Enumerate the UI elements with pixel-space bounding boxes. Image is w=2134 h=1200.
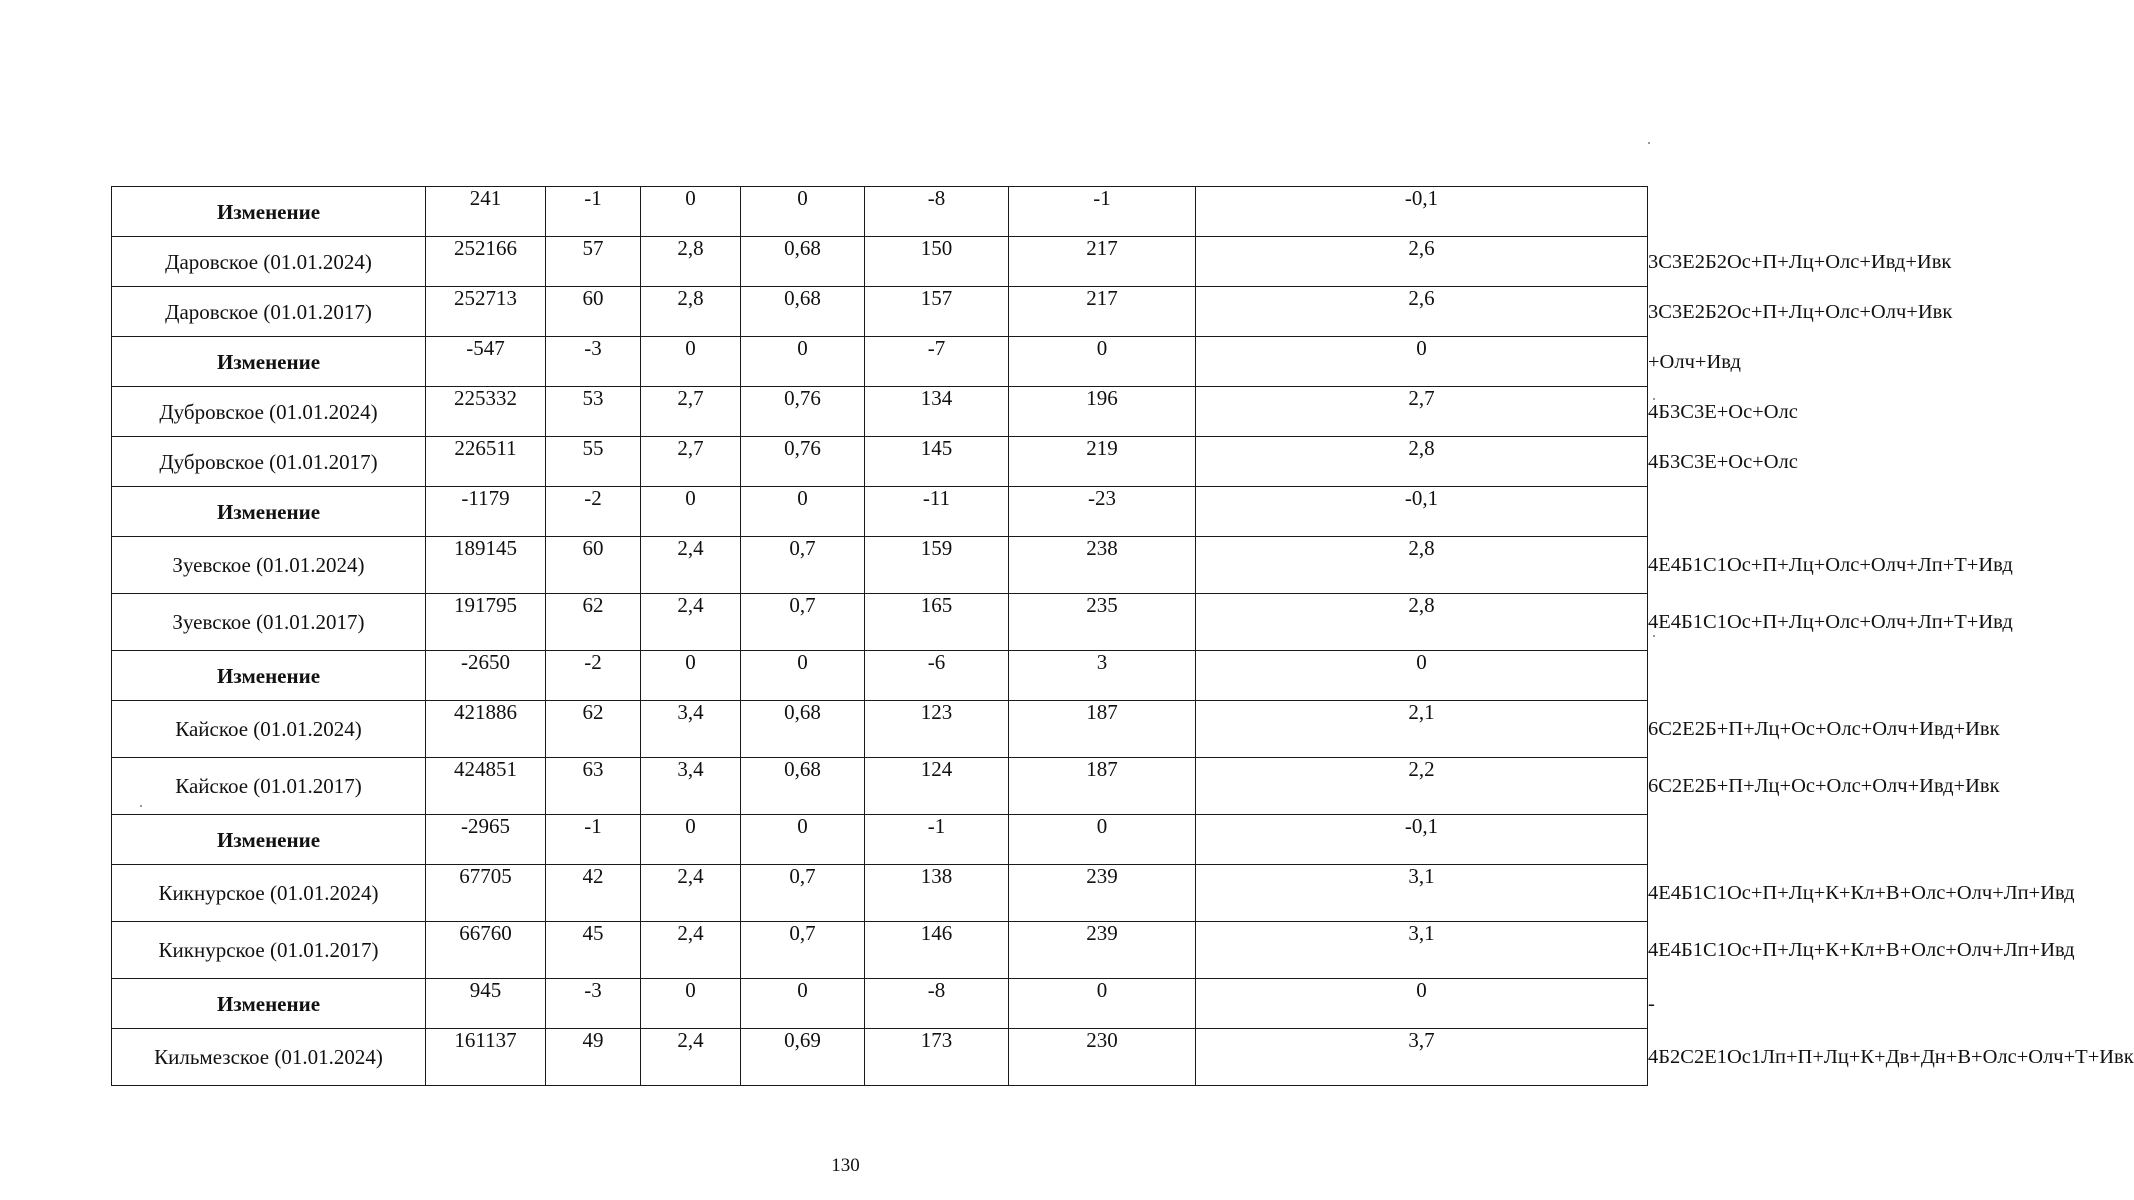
- value-cell: 2,7: [1196, 387, 1648, 437]
- value-cell: 196: [1009, 387, 1196, 437]
- value-cell: 173: [865, 1029, 1009, 1086]
- value-cell: 161137: [426, 1029, 546, 1086]
- value-cell: 189145: [426, 537, 546, 594]
- forestry-name-cell: Кайское (01.01.2017): [112, 758, 426, 815]
- value-cell: 2,4: [641, 594, 741, 651]
- scan-speck: [1653, 398, 1655, 400]
- value-cell: 134: [865, 387, 1009, 437]
- value-cell: 2,4: [641, 537, 741, 594]
- table-row: Даровское (01.01.2024) 252166 57 2,8 0,68 150 217 2,6 3С3Е2Б2Ос+П+Лц+Олс+Ивд+Ивк: [112, 237, 1648, 287]
- value-cell: 0: [641, 815, 741, 865]
- value-cell: 0,7: [741, 922, 865, 979]
- value-cell: 239: [1009, 865, 1196, 922]
- value-cell: -0,1: [1196, 187, 1648, 237]
- value-cell: 235: [1009, 594, 1196, 651]
- value-cell: 2,8: [1196, 537, 1648, 594]
- value-cell: 0,68: [741, 758, 865, 815]
- value-cell: 165: [865, 594, 1009, 651]
- change-label-cell: Изменение: [112, 979, 426, 1029]
- value-cell: 219: [1009, 437, 1196, 487]
- value-cell: 0: [741, 651, 865, 701]
- value-cell: 2,8: [641, 287, 741, 337]
- forestry-name-cell: Даровское (01.01.2017): [112, 287, 426, 337]
- value-cell: 146: [865, 922, 1009, 979]
- value-cell: 60: [546, 537, 641, 594]
- table-row: Кикнурское (01.01.2017) 66760 45 2,4 0,7 146 239 3,1 4Е4Б1С1Ос+П+Лц+К+Кл+В+Олс+Олч+Лп+Ивд: [112, 922, 1648, 979]
- forestry-name-cell: Кикнурское (01.01.2024): [112, 865, 426, 922]
- scan-speck: [140, 805, 142, 807]
- value-cell: 60: [546, 287, 641, 337]
- table-row: Дубровское (01.01.2017) 226511 55 2,7 0,76 145 219 2,8 4Б3С3Е+Ос+Олс: [112, 437, 1648, 487]
- value-cell: 67705: [426, 865, 546, 922]
- value-cell: 3,7: [1196, 1029, 1648, 1086]
- value-cell: 2,4: [641, 922, 741, 979]
- value-cell: 0: [1196, 337, 1648, 387]
- value-cell: 187: [1009, 701, 1196, 758]
- table-row: Даровское (01.01.2017) 252713 60 2,8 0,68 157 217 2,6 3С3Е2Б2Ос+П+Лц+Олс+Олч+Ивк: [112, 287, 1648, 337]
- table-row: Кайское (01.01.2024) 421886 62 3,4 0,68 123 187 2,1 6С2Е2Б+П+Лц+Ос+Олс+Олч+Ивд+Ивк: [112, 701, 1648, 758]
- table-row: Кикнурское (01.01.2024) 67705 42 2,4 0,7 138 239 3,1 4Е4Б1С1Ос+П+Лц+К+Кл+В+Олс+Олч+Лп+Ивд: [112, 865, 1648, 922]
- value-cell: 0: [741, 487, 865, 537]
- value-cell: 0: [641, 337, 741, 387]
- value-cell: -1: [546, 815, 641, 865]
- value-cell: 0,68: [741, 701, 865, 758]
- value-cell: 0: [741, 979, 865, 1029]
- value-cell: 2,4: [641, 865, 741, 922]
- value-cell: 62: [546, 594, 641, 651]
- value-cell: 252713: [426, 287, 546, 337]
- table-row: Кильмезское (01.01.2024) 161137 49 2,4 0,69 173 230 3,7 4Б2С2Е1Ос1Лп+П+Лц+К+Дв+Дн+В+Олс+Олч+Т+Ивк: [112, 1029, 1648, 1086]
- value-cell: -3: [546, 979, 641, 1029]
- value-cell: 150: [865, 237, 1009, 287]
- value-cell: 238: [1009, 537, 1196, 594]
- forestry-name-cell: Дубровское (01.01.2024): [112, 387, 426, 437]
- value-cell: 3,1: [1196, 865, 1648, 922]
- change-row: Изменение 945 -3 0 0 -8 0 0 -: [112, 979, 1648, 1029]
- forestry-name-cell: Зуевское (01.01.2024): [112, 537, 426, 594]
- value-cell: 157: [865, 287, 1009, 337]
- change-label-cell: Изменение: [112, 337, 426, 387]
- table-body: [112, 186, 2134, 1086]
- value-cell: 230: [1009, 1029, 1196, 1086]
- table-row: Кайское (01.01.2017) 424851 63 3,4 0,68 124 187 2,2 6С2Е2Б+П+Лц+Ос+Олс+Олч+Ивд+Ивк: [112, 758, 1648, 815]
- change-row: Изменение -547 -3 0 0 -7 0 0 +Олч+Ивд: [112, 337, 1648, 387]
- value-cell: -2650: [426, 651, 546, 701]
- value-cell: 3,4: [641, 758, 741, 815]
- table-row: Зуевское (01.01.2017) 191795 62 2,4 0,7 165 235 2,8 4Е4Б1С1Ос+П+Лц+Олс+Олч+Лп+Т+Ивд: [112, 594, 1648, 651]
- value-cell: 2,2: [1196, 758, 1648, 815]
- value-cell: 2,6: [1196, 237, 1648, 287]
- value-cell: 0: [1196, 651, 1648, 701]
- value-cell: 0: [641, 651, 741, 701]
- value-cell: -1179: [426, 487, 546, 537]
- table-row: Зуевское (01.01.2024) 189145 60 2,4 0,7 159 238 2,8 4Е4Б1С1Ос+П+Лц+Олс+Олч+Лп+Т+Ивд: [112, 537, 1648, 594]
- value-cell: -8: [865, 187, 1009, 237]
- value-cell: 2,8: [1196, 437, 1648, 487]
- value-cell: -7: [865, 337, 1009, 387]
- value-cell: -11: [865, 487, 1009, 537]
- forestry-name-cell: Кайское (01.01.2024): [112, 701, 426, 758]
- value-cell: 187: [1009, 758, 1196, 815]
- value-cell: 42: [546, 865, 641, 922]
- change-row: [112, 187, 1648, 237]
- value-cell: 2,1: [1196, 701, 1648, 758]
- value-cell: -3: [546, 337, 641, 387]
- value-cell: -0,1: [1196, 815, 1648, 865]
- forestry-name-cell: Кильмезское (01.01.2024): [112, 1029, 426, 1086]
- value-cell: 0,7: [741, 537, 865, 594]
- value-cell: 2,6: [1196, 287, 1648, 337]
- value-cell: -2: [546, 651, 641, 701]
- value-cell: 145: [865, 437, 1009, 487]
- value-cell: -1: [865, 815, 1009, 865]
- forestry-name-cell: Зуевское (01.01.2017): [112, 594, 426, 651]
- value-cell: 0: [741, 187, 865, 237]
- change-row: [112, 651, 1648, 701]
- value-cell: 2,8: [1196, 594, 1648, 651]
- value-cell: 123: [865, 701, 1009, 758]
- value-cell: 124: [865, 758, 1009, 815]
- change-label-cell: Изменение: [112, 651, 426, 701]
- value-cell: 945: [426, 979, 546, 1029]
- change-label-cell: Изменение: [112, 487, 426, 537]
- forestry-name-cell: Дубровское (01.01.2017): [112, 437, 426, 487]
- page-number: 130: [831, 1155, 860, 1176]
- value-cell: 421886: [426, 701, 546, 758]
- value-cell: 0,7: [741, 865, 865, 922]
- value-cell: 49: [546, 1029, 641, 1086]
- value-cell: 0,76: [741, 437, 865, 487]
- value-cell: 63: [546, 758, 641, 815]
- forest-fund-table: [111, 186, 2134, 1086]
- value-cell: -0,1: [1196, 487, 1648, 537]
- value-cell: 2,7: [641, 437, 741, 487]
- value-cell: 0,7: [741, 594, 865, 651]
- change-label-cell: Изменение: [112, 815, 426, 865]
- value-cell: -1: [546, 187, 641, 237]
- value-cell: 0,76: [741, 387, 865, 437]
- value-cell: 217: [1009, 237, 1196, 287]
- value-cell: 0: [641, 979, 741, 1029]
- value-cell: 239: [1009, 922, 1196, 979]
- value-cell: 191795: [426, 594, 546, 651]
- change-row: [112, 487, 1648, 537]
- value-cell: 2,4: [641, 1029, 741, 1086]
- value-cell: 62: [546, 701, 641, 758]
- value-cell: 252166: [426, 237, 546, 287]
- value-cell: -2965: [426, 815, 546, 865]
- value-cell: 3,4: [641, 701, 741, 758]
- value-cell: -2: [546, 487, 641, 537]
- value-cell: 0: [741, 815, 865, 865]
- value-cell: 57: [546, 237, 641, 287]
- value-cell: 241: [426, 187, 546, 237]
- value-cell: 53: [546, 387, 641, 437]
- forestry-name-cell: Даровское (01.01.2024): [112, 237, 426, 287]
- value-cell: 138: [865, 865, 1009, 922]
- value-cell: -23: [1009, 487, 1196, 537]
- value-cell: 0: [1009, 815, 1196, 865]
- value-cell: 66760: [426, 922, 546, 979]
- value-cell: -6: [865, 651, 1009, 701]
- value-cell: 2,8: [641, 237, 741, 287]
- value-cell: 3: [1009, 651, 1196, 701]
- change-row: [112, 815, 1648, 865]
- value-cell: 0: [641, 487, 741, 537]
- value-cell: 0: [641, 187, 741, 237]
- value-cell: 159: [865, 537, 1009, 594]
- value-cell: 45: [546, 922, 641, 979]
- value-cell: 424851: [426, 758, 546, 815]
- scan-speck: [1653, 635, 1655, 637]
- value-cell: 217: [1009, 287, 1196, 337]
- table-row: Дубровское (01.01.2024) 225332 53 2,7 0,76 134 196 2,7 4Б3С3Е+Ос+Олс: [112, 387, 1648, 437]
- value-cell: 3,1: [1196, 922, 1648, 979]
- value-cell: 0,68: [741, 237, 865, 287]
- value-cell: 0: [741, 337, 865, 387]
- value-cell: 0: [1196, 979, 1648, 1029]
- value-cell: -1: [1009, 187, 1196, 237]
- value-cell: 0: [1009, 979, 1196, 1029]
- value-cell: 226511: [426, 437, 546, 487]
- value-cell: 55: [546, 437, 641, 487]
- scan-speck: [1648, 142, 1650, 144]
- change-label-cell: Изменение: [112, 187, 426, 237]
- value-cell: 0,69: [741, 1029, 865, 1086]
- value-cell: 0: [1009, 337, 1196, 387]
- value-cell: 0,68: [741, 287, 865, 337]
- value-cell: -547: [426, 337, 546, 387]
- value-cell: -8: [865, 979, 1009, 1029]
- value-cell: 2,7: [641, 387, 741, 437]
- value-cell: 225332: [426, 387, 546, 437]
- forestry-name-cell: Кикнурское (01.01.2017): [112, 922, 426, 979]
